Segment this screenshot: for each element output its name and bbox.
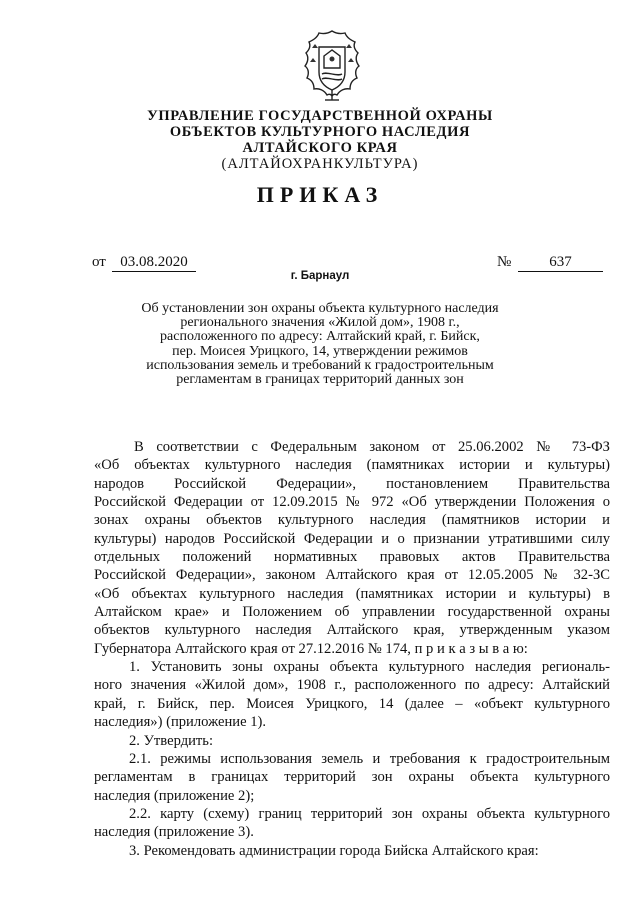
body-line: зонах охраны объектов культурного наследия (памятников истории и: [94, 512, 610, 529]
body-line: наследия») (приложение 1).: [94, 714, 266, 731]
body-line: Российской Федерации», законом Алтайского края от 12.05.2005 № 32-ЗС: [94, 567, 610, 584]
body-line: 2. Утвердить:: [129, 732, 214, 749]
body-line: 1. Установить зоны охраны объекта культурного наследия региональ-: [129, 659, 610, 676]
subject-line: использования земель и требований к градостроительным: [146, 357, 494, 373]
body-line: 2.2. карту (схему) границ территорий зон охраны объекта культурного: [129, 805, 610, 822]
body-line: наследия (приложение 3).: [94, 824, 254, 841]
body-line: «Об объектах культурного наследия (памятниках истории и культуры): [94, 457, 610, 474]
body-line: объектов культурного наследия Алтайского края, утвержденным указом: [94, 622, 610, 639]
subject-line: пер. Моисея Урицкого, 14, утверждении режимов: [172, 343, 468, 359]
body-line: регламентам в границах территорий зон охраны объекта культурного: [94, 769, 610, 786]
org-name-line-3: АЛТАЙСКОГО КРАЯ: [242, 140, 398, 156]
date-prefix: от: [92, 254, 106, 270]
document-body: [94, 438, 610, 860]
body-line: 3. Рекомендовать администрации города Бийска Алтайского края:: [129, 842, 539, 859]
subject-line: расположенного по адресу: Алтайский край, г. Бийск,: [160, 329, 480, 345]
subject-line: Об установлении зон охраны объекта культурного наследия: [141, 301, 499, 316]
org-name-line-1: УПРАВЛЕНИЕ ГОСУДАРСТВЕННОЙ ОХРАНЫ: [147, 108, 493, 124]
subject-line: регламентам в границах территорий данных зон: [176, 372, 464, 388]
body-line: 2.1. режимы использования земель и требования к градостроительным: [129, 750, 610, 767]
body-line: Российской Федерации от 12.09.2015 № 972 «Об утверждении Положения о: [94, 494, 610, 511]
number-prefix: №: [497, 254, 512, 270]
body-line: В соответствии с Федеральным законом от 25.06.2002 № 73-ФЗ: [134, 439, 610, 455]
body-line: край, г. Бийск, пер. Моисея Урицкого, 14 (далее – «объект культурного: [94, 695, 610, 712]
body-line: ного значения «Жилой дом», 1908 г., расположенного по адресу: Алтайский: [94, 677, 610, 694]
body-line: отдельных положений нормативных правовых актов Правительства: [94, 549, 610, 566]
document-date: 03.08.2020: [112, 254, 196, 272]
subject-line: регионального значения «Жилой дом», 1908 г.,: [180, 315, 460, 331]
body-line: наследия (приложение 2);: [94, 787, 255, 804]
org-short-name: (АЛТАЙОХРАНКУЛЬТУРА): [221, 156, 419, 172]
org-name-line-2: ОБЪЕКТОВ КУЛЬТУРНОГО НАСЛЕДИЯ: [169, 124, 471, 140]
document-subject: [95, 302, 545, 387]
document-type-title: ПРИКАЗ: [256, 182, 384, 207]
body-line: Губернатора Алтайского края от 27.12.2016 № 174, п р и к а з ы в а ю:: [94, 640, 528, 657]
body-line: «Об объектах культурного наследия (памятниках истории и культуры) в: [94, 585, 610, 602]
city-line: г. Барнаул: [290, 270, 350, 282]
document-number: 637: [518, 254, 603, 272]
body-line: Алтайском крае» и Положением об управлении государственной охраны: [94, 604, 610, 621]
body-line: культуры) народов Российской Федерации и о признании утратившими силу: [94, 530, 610, 547]
body-line: народов Российской Федерации», постановлением Правительства: [94, 475, 610, 492]
coat-of-arms-icon: [297, 28, 367, 104]
